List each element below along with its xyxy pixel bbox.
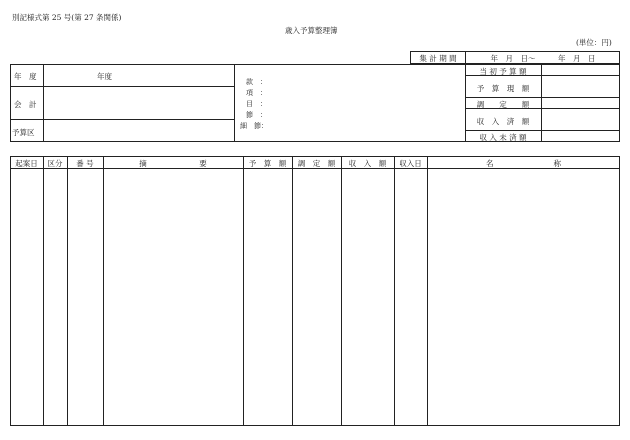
col-summary: 摘 要 (139, 159, 207, 168)
col-received: 収 入 額 (348, 159, 387, 168)
col-assessed: 調 定 額 (297, 159, 336, 168)
period-label: 集 計 期 間 (419, 54, 457, 63)
budget-area-label: 予算区 (12, 128, 35, 137)
col-number: 番 号 (76, 159, 94, 168)
page-title: 歳入予算整理簿 (285, 26, 338, 35)
assessed-label: 調 定 額 (476, 100, 530, 109)
col-name: 名 称 (486, 159, 561, 168)
form-number: 別記様式第 25 号(第 27 条関係) (12, 13, 122, 22)
period-range: 年 月 日～ 年 月 日 (490, 54, 596, 63)
col-budget: 予 算 額 (248, 159, 287, 168)
col-draft-date: 起案日 (15, 159, 38, 168)
received-label: 収 入 済 額 (476, 117, 530, 126)
category-saisetsu: 細 節： (240, 122, 268, 130)
unreceived-label: 収 入 未 済 額 (479, 133, 527, 142)
unit-label: (単位：円) (576, 38, 612, 47)
category-kou: 項 ： (246, 89, 267, 97)
col-received-date: 収入日 (399, 159, 422, 168)
ledger-table (10, 156, 620, 426)
initial-budget-label: 当 初 予 算 額 (479, 67, 527, 76)
account-label: 会 計 (14, 100, 37, 109)
category-setsu: 節 ： (246, 111, 267, 119)
category-kan: 款 ： (246, 78, 267, 86)
year-label: 年 度 (14, 72, 37, 81)
year-value: 年度 (97, 72, 112, 81)
col-category: 区分 (47, 159, 63, 168)
category-moku: 目 ： (246, 100, 267, 108)
current-budget-label: 予 算 現 額 (476, 84, 530, 93)
